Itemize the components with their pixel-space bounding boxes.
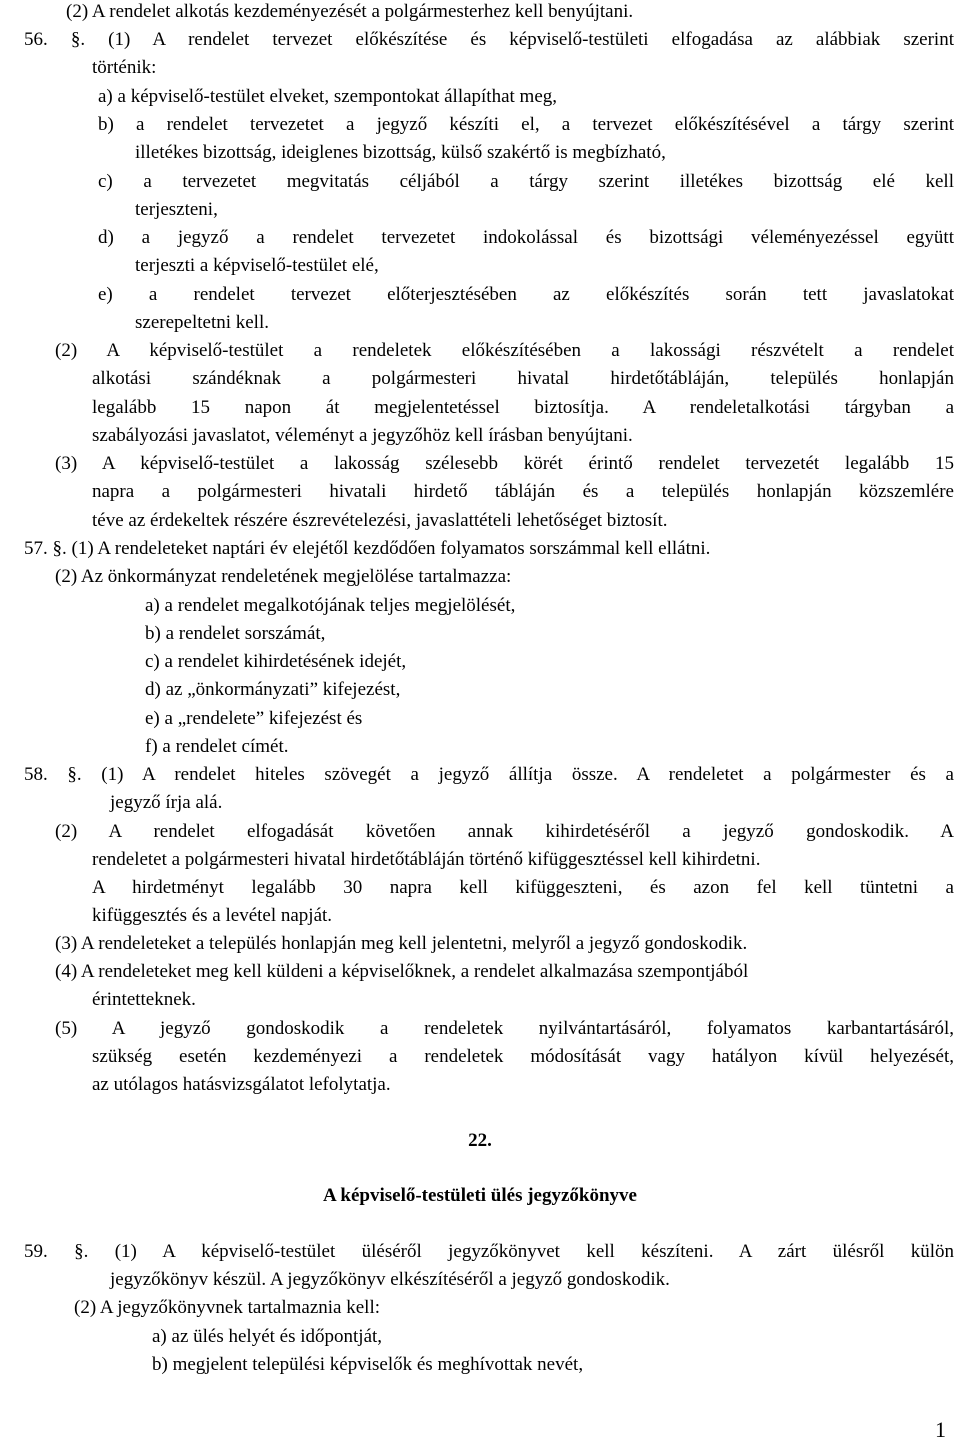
list-item-56-d: d) a jegyző a rendelet tervezetet indokolással és bizottsági véleményezéssel együtt	[98, 227, 954, 248]
list-item-57-d: d) az „önkormányzati” kifejezést,	[145, 679, 401, 700]
list-item-59-a: a) az ülés helyét és időpontját,	[152, 1326, 383, 1347]
list-item-56-b-cont: illetékes bizottság, ideiglenes bizottság, külső szakértő is megbízható,	[135, 142, 666, 163]
para-58-4-line: (4) A rendeleteket meg kell küldeni a képviselőknek, a rendelet alkalmazása szempontjából	[55, 961, 749, 982]
para-57-2: (2) Az önkormányzat rendeletének megjelölése tartalmazza:	[55, 566, 512, 587]
para-56-1-line: 56. §. (1) A rendelet tervezet előkészítése és képviselő-testületi elfogadása az alábbiak szerint	[24, 29, 954, 50]
list-item-57-b: b) a rendelet sorszámát,	[145, 623, 326, 644]
para-58-2-line: A hirdetményt legalább 30 napra kell kifüggeszteni, és azon fel kell tüntetni a	[92, 877, 954, 898]
para-58-2-line: (2) A rendelet elfogadását követően annak kihirdetéséről a jegyző gondoskodik. A	[55, 821, 954, 842]
para-59-1-line: 59. §. (1) A képviselő-testület üléséről jegyzőkönyvet kell készíteni. A zárt ülésről külön	[24, 1241, 954, 1262]
list-item-56-c: c) a tervezetet megvitatás céljából a tárgy szerint illetékes bizottság elé kell	[98, 171, 954, 192]
list-item-57-c: c) a rendelet kihirdetésének idejét,	[145, 651, 407, 672]
list-item-59-b: b) megjelent települési képviselők és meghívottak nevét,	[152, 1354, 584, 1375]
list-item-57-f: f) a rendelet címét.	[145, 736, 289, 757]
page-number: 1	[935, 1417, 946, 1442]
para-56-2-line: alkotási szándéknak a polgármesteri hivatal hirdetőtábláján, település honlapján	[92, 368, 954, 389]
list-item-57-a: a) a rendelet megalkotójának teljes megjelölését,	[145, 595, 516, 616]
list-item-56-e: e) a rendelet tervezet előterjesztésében az előkészítés során tett javaslatokat	[98, 284, 954, 305]
para-58-3: (3) A rendeleteket a település honlapján meg kell jelentetni, melyről a jegyző gondoskodik.	[55, 933, 748, 954]
para-56-2-line: legalább 15 napon át megjelentetéssel biztosítja. A rendeletalkotási tárgyban a	[92, 397, 954, 418]
para-56-2-line: (2) A képviselő-testület a rendeletek előkészítésében a lakossági részvételt a rendelet	[55, 340, 954, 361]
list-item-56-d-cont: terjeszti a képviselő-testület elé,	[135, 255, 379, 276]
list-item-56-e-cont: szerepeltetni kell.	[135, 312, 269, 333]
para-58-1-line: 58. §. (1) A rendelet hiteles szövegét a jegyző állítja össze. A rendeletet a polgármester és a	[24, 764, 954, 785]
para-57-1: 57. §. (1) A rendeleteket naptári év elejétől kezdődően folyamatos sorszámmal kell ellátni.	[24, 538, 711, 559]
list-item-56-b: b) a rendelet tervezetet a jegyző készíti el, a tervezet előkészítésével a tárgy szerint	[98, 114, 954, 135]
para-58-5-line: (5) A jegyző gondoskodik a rendeletek nyilvántartásáról, folyamatos karbantartásáról,	[55, 1018, 954, 1039]
para-56-1-line: történik:	[92, 57, 157, 78]
para-56-3-line: téve az érdekeltek részére észrevételezési, javaslattételi lehetőséget biztosít.	[92, 510, 668, 531]
list-item-57-e: e) a „rendelete” kifejezést és	[145, 708, 363, 729]
para-59-2: (2) A jegyzőkönyvnek tartalmaznia kell:	[74, 1297, 381, 1318]
para-58-5-line: az utólagos hatásvizsgálatot lefolytatja.	[92, 1074, 391, 1095]
para-59-1-line: jegyzőkönyv készül. A jegyzőkönyv elkészítéséről a jegyző gondoskodik.	[110, 1269, 670, 1290]
para-55-2: (2) A rendelet alkotás kezdeményezését a polgármesterhez kell benyújtani.	[66, 1, 634, 22]
para-56-3-line: napra a polgármesteri hivatali hirdető tábláján és a település honlapján közszemlére	[92, 481, 954, 502]
list-item-56-a: a) a képviselő-testület elveket, szempontokat állapíthat meg,	[98, 86, 558, 107]
chapter-title: A képviselő-testületi ülés jegyzőkönyve	[322, 1185, 637, 1206]
para-58-4-line: érintetteknek.	[92, 989, 196, 1010]
para-58-1-line: jegyző írja alá.	[110, 792, 223, 813]
para-56-2-line: szabályozási javaslatot, véleményt a jegyzőhöz kell írásban benyújtani.	[92, 425, 633, 446]
para-56-3-line: (3) A képviselő-testület a lakosság szélesebb körét érintő rendelet tervezetét legalább 15	[55, 453, 954, 474]
para-58-5-line: szükség esetén kezdeményezi a rendeletek módosítását vagy hatályon kívül helyezését,	[92, 1046, 954, 1067]
list-item-56-c-cont: terjeszteni,	[135, 199, 218, 220]
chapter-number: 22.	[468, 1130, 492, 1151]
para-58-2-line: rendeletet a polgármesteri hivatal hirdetőtábláján történő kifüggesztéssel kell kihirdetni.	[92, 849, 761, 870]
para-58-2-line: kifüggesztés és a levétel napját.	[92, 905, 333, 926]
